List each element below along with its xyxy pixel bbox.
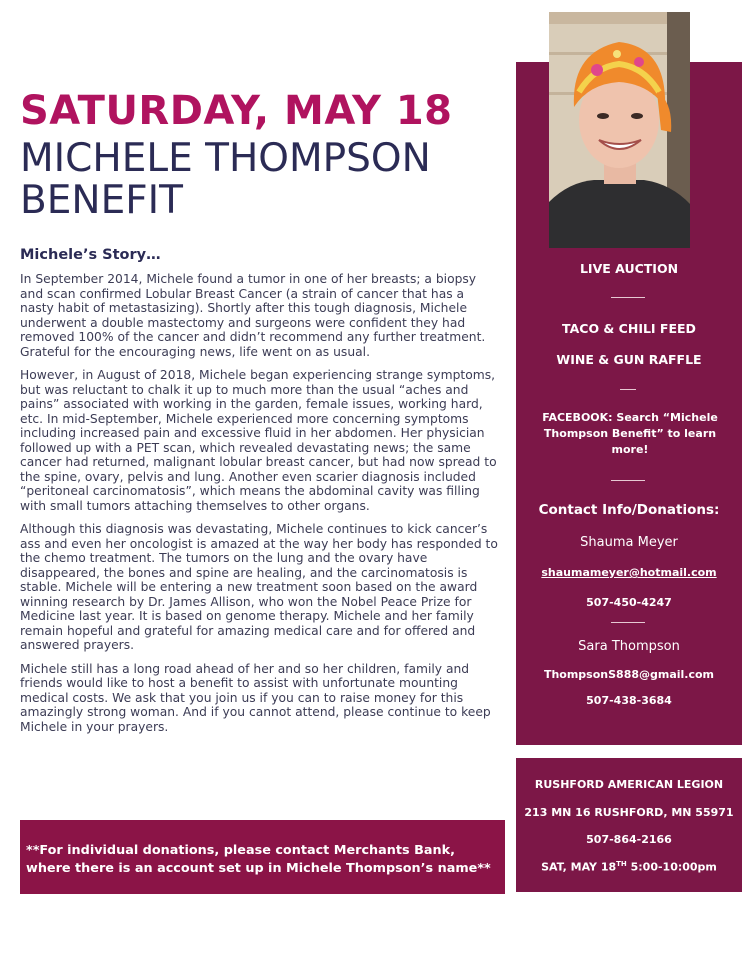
contact2-name: Sara Thompson	[578, 639, 680, 654]
venue-phone: 507-864-2166	[586, 833, 672, 846]
story-paragraph: However, in August of 2018, Michele began experiencing strange symptoms, but was reluctant to chalk it up to much more than the usual “aches and pains” associated with working in the garden, female issues, working hard, etc. In mid-September, Michele experienced more concerning symptoms including increased pain and excessive fluid in her abdomen. Her physician followed up with a PET scan, which revealed devastating news; the same cancer had returned, malignant lobular breast cancer, but had now spread to the spine, ovary, pelvis and lung. Another even scarier diagnosis included “peritoneal carcinomatosis”, which means the abdominal cavity was filling with small tumors attaching themselves to other organs.	[20, 368, 497, 513]
story-paragraph: Michele still has a long road ahead of her and so her children, family and friends would like to host a benefit to assist with unfortunate mounting medical costs. We ask that you join us if you can to raise money for this amazingly strong woman. And if you cannot attend, please continue to keep Michele in your prayers.	[20, 661, 491, 734]
event-title: MICHELE THOMPSON BENEFIT	[20, 136, 431, 223]
contact2-email[interactable]: ThompsonS888@gmail.com	[543, 668, 715, 681]
donation-note-box	[20, 820, 505, 894]
event-live-auction: LIVE AUCTION	[579, 261, 679, 276]
divider	[611, 622, 645, 623]
story-body	[20, 272, 500, 743]
contact-heading: Contact Info/Donations:	[538, 502, 720, 518]
story-heading: Michele’s Story…	[20, 247, 161, 263]
michele-photo	[549, 12, 690, 248]
story-paragraph: Although this diagnosis was devastating, Michele continues to kick cancer’s ass and even her oncologist is amazed at the way her body has responded to the chemo treatment. The tumors on the lung and the ovary have disappeared, the bones and spine are healing, and the carcinomatosis is stable. Michele will be entering a new treatment soon based on the award winning research by Dr. James Allison, who won the Nobel Peace Prize for Medicine last year. It is based on genome therapy. Michele and her family remain hopeful and grateful for amazing medical care and for offered and answered prayers.	[20, 522, 498, 652]
event-time-suffix: 5:00-10:00pm	[626, 860, 717, 874]
contact1-phone: 507-450-4247	[586, 596, 672, 609]
donation-note-text: **For individual donations, please contact Merchants Bank, where there is an account set up in Michele Thompson’s name**	[26, 843, 491, 876]
story-paragraph: In September 2014, Michele found a tumor in one of her breasts; a biopsy and scan confirmed Lobular Breast Cancer (a strain of cancer that has a nasty habit of metastasizing). Shortly after this tough diagnosis, Michele underwent a double mastectomy and surgeons were confident they had removed 100% of the cancer and didn’t recommend any further treatment. Grateful for the encouraging news, life went on as usual.	[20, 272, 486, 359]
contact1-email-link[interactable]: shaumameyer@hotmail.com	[541, 566, 717, 579]
divider	[611, 297, 645, 298]
event-time-ordinal: TH	[616, 860, 627, 868]
facebook-info: FACEBOOK: Search “Michele Thompson Benefit” to learn more!	[542, 411, 718, 456]
event-time-prefix: SAT, MAY 18	[541, 860, 617, 874]
event-wine-gun-raffle: WINE & GUN RAFFLE	[556, 352, 702, 367]
event-date-heading: SATURDAY, MAY 18	[20, 88, 453, 134]
divider	[611, 480, 645, 481]
portrait-image	[549, 12, 690, 248]
event-time	[516, 860, 742, 874]
event-taco-chili-feed: TACO & CHILI FEED	[562, 321, 696, 336]
divider	[620, 389, 636, 390]
contact2-phone: 507-438-3684	[586, 694, 672, 707]
venue-name: RUSHFORD AMERICAN LEGION	[534, 778, 724, 791]
venue-address: 213 MN 16 RUSHFORD, MN 55971	[524, 806, 734, 819]
contact1-name: Shauma Meyer	[580, 535, 678, 550]
